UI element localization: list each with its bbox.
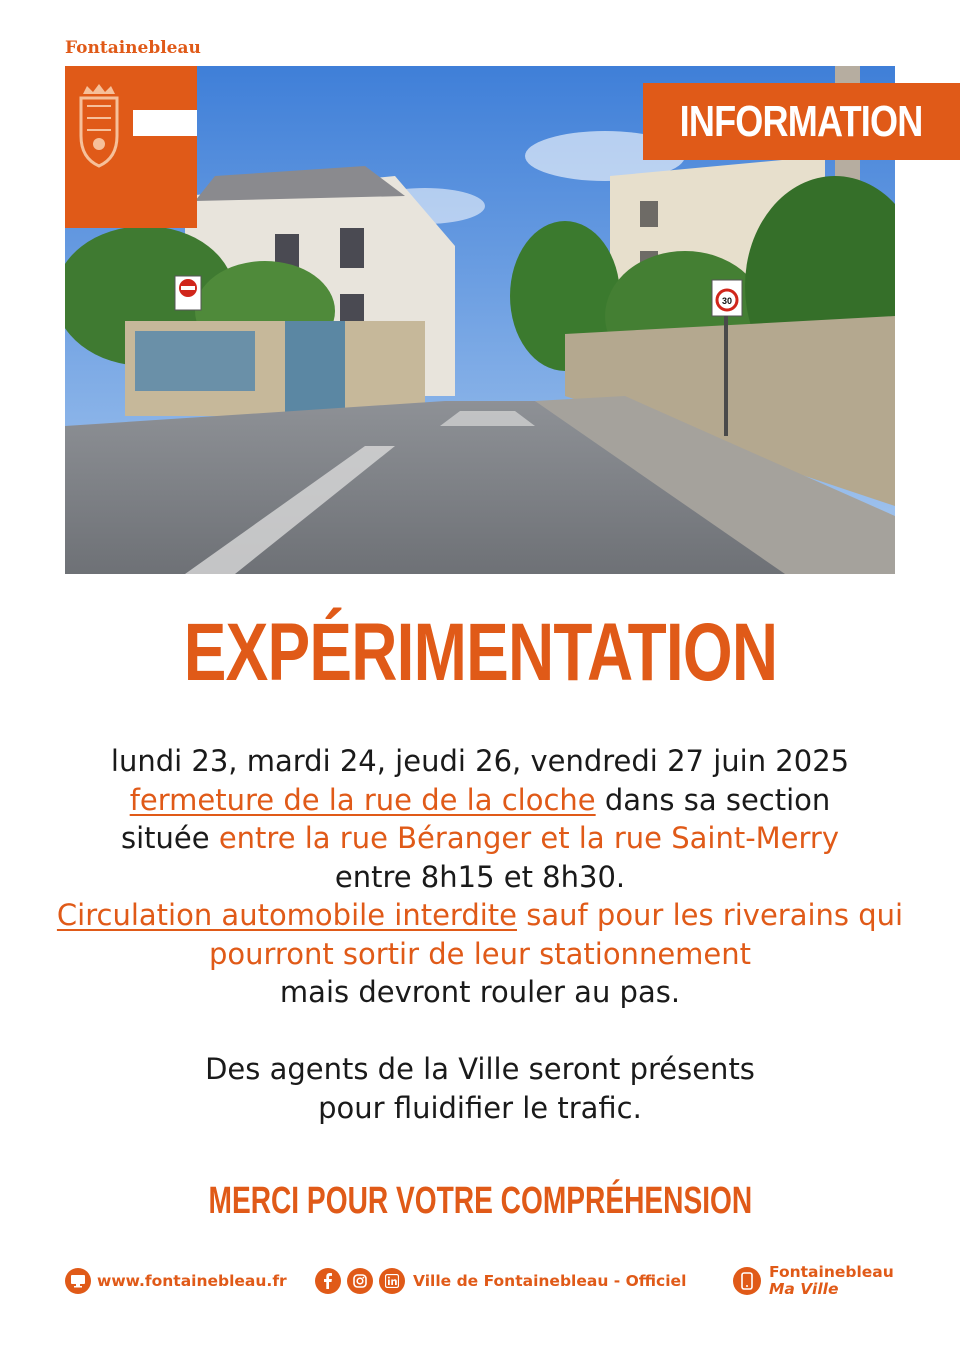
footer [0,1264,960,1300]
traffic-link[interactable]: Circulation automobile interdite [56,898,517,932]
located-text: située [120,821,219,855]
social-account[interactable]: Ville de Fontainebleau - Officiel [413,1272,687,1290]
footer-website[interactable] [65,1268,287,1294]
facebook-icon[interactable] [315,1268,341,1294]
notice-times: entre 8h15 et 8h30. [334,859,626,894]
closure-link[interactable]: fermeture de la rue de la cloche [129,782,596,817]
app-subtitle: Ma Ville [769,1280,839,1298]
agents-line-1: Des agents de la Ville seront présents [205,1052,755,1086]
traffic-rest: sauf pour les riverains qui pourront sortir de leur stationnement [208,898,904,971]
agents-notice [40,1050,920,1127]
notice-traffic [40,896,920,973]
brand-name: Fontainebleau [65,38,201,58]
app-name: Fontainebleau [769,1263,894,1281]
instagram-icon[interactable] [347,1268,373,1294]
notice-closure-line [40,781,920,820]
footer-app[interactable] [733,1264,894,1298]
closure-rest: dans sa section [595,782,831,817]
notice-traffic-end: mais devront rouler au pas. [279,975,681,1009]
thanks-message: MERCI POUR VOTRE COMPRÉHENSION [208,1180,752,1222]
zone-30-sign: 30 [721,296,733,306]
linkedin-icon[interactable] [379,1268,405,1294]
smartphone-icon [733,1267,761,1295]
monitor-icon [65,1268,91,1294]
footer-social [315,1268,686,1294]
section-text: entre la rue Béranger et la rue Saint-Merry [218,821,840,855]
agents-line-2: pour fluidifier le trafic. [318,1090,642,1125]
page-title: EXPÉRIMENTATION [183,607,777,698]
fontainebleau-logo-icon [65,66,197,228]
notice-body [40,742,920,1012]
website-link[interactable]: www.fontainebleau.fr [97,1272,287,1290]
information-label: INFORMATION [680,96,923,146]
information-banner [643,83,960,160]
notice-section-line [40,819,920,858]
notice-dates: lundi 23, mardi 24, jeudi 26, vendredi 27 juin 2025 [110,744,850,778]
